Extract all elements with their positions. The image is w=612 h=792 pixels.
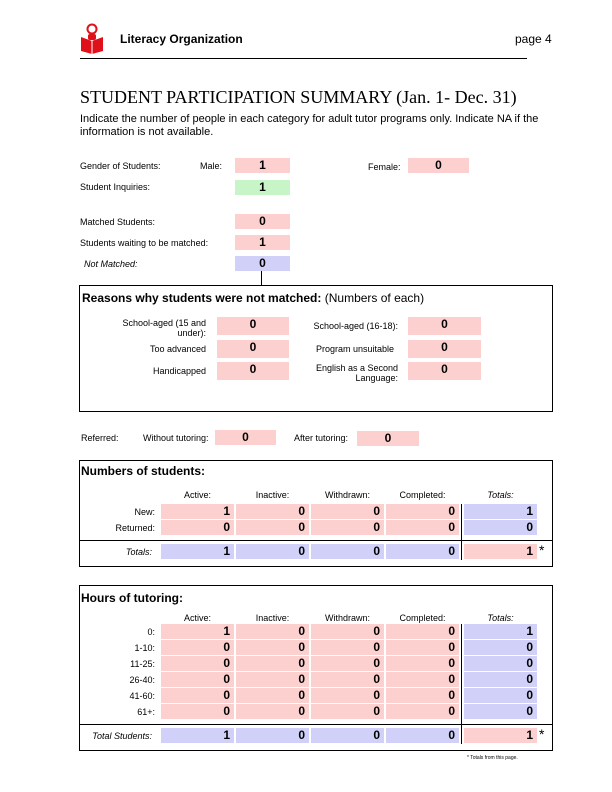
table-cell[interactable]: 1 [161, 624, 234, 639]
school-aged-15-field[interactable]: 0 [217, 317, 289, 335]
not-matched-field[interactable]: 0 [235, 256, 290, 271]
row-label: 0: [147, 627, 155, 637]
totals-label: Totals: [125, 547, 152, 557]
gender-label: Gender of Students: [80, 161, 161, 171]
female-label: Female: [368, 162, 401, 172]
table-cell[interactable]: 0 [236, 640, 309, 655]
without-tutoring-field[interactable]: 0 [215, 430, 276, 445]
totals-label: Total Students: [92, 731, 152, 741]
table-cell[interactable]: 0 [161, 640, 234, 655]
waiting-label: Students waiting to be matched: [80, 238, 209, 248]
table-cell[interactable]: 0 [311, 504, 384, 519]
inquiries-label: Student Inquiries: [80, 182, 151, 192]
school-aged-15-label: School-aged (15 and under): [122, 318, 206, 338]
org-name: Literacy Organization [120, 32, 243, 46]
school-aged-16-label: School-aged (16-18): [313, 321, 398, 331]
row-total-cell[interactable]: 0 [464, 520, 537, 535]
table-cell[interactable]: 0 [161, 520, 234, 535]
column-header: Totals: [487, 613, 514, 623]
table-cell[interactable]: 0 [236, 704, 309, 719]
column-total-cell[interactable]: 0 [386, 544, 459, 559]
row-label: 61+: [137, 707, 155, 717]
inquiries-field[interactable]: 1 [235, 180, 290, 195]
column-header: Withdrawn: [324, 613, 370, 623]
reasons-subtitle: (Numbers of each) [324, 291, 425, 305]
male-label: Male: [200, 161, 223, 171]
reading-person-logo-icon [79, 23, 105, 55]
row-total-cell[interactable]: 1 [464, 504, 537, 519]
after-tutoring-field[interactable]: 0 [357, 431, 419, 446]
connector-line [261, 271, 262, 285]
waiting-field[interactable]: 1 [235, 235, 290, 250]
handicapped-label: Handicapped [152, 366, 206, 376]
totals-column-divider [461, 504, 462, 560]
table-cell[interactable]: 0 [236, 688, 309, 703]
reasons-title-text: Reasons why students were not matched: [82, 291, 322, 305]
table-cell[interactable]: 0 [161, 688, 234, 703]
table-cell[interactable]: 0 [386, 504, 459, 519]
table-cell[interactable]: 0 [236, 624, 309, 639]
table-cell[interactable]: 0 [161, 672, 234, 687]
hours-title: Hours of tutoring: [81, 591, 183, 605]
table-cell[interactable]: 0 [311, 704, 384, 719]
logo [79, 23, 105, 55]
row-total-cell[interactable]: 1 [464, 624, 537, 639]
esl-field[interactable]: 0 [408, 362, 481, 380]
grand-total-cell[interactable]: 1 [464, 728, 537, 743]
asterisk-mark: * [539, 542, 545, 558]
row-label: New: [134, 507, 155, 517]
column-header: Withdrawn: [324, 490, 370, 500]
table-cell[interactable]: 0 [311, 656, 384, 671]
row-total-cell[interactable]: 0 [464, 688, 537, 703]
handicapped-field[interactable]: 0 [217, 362, 289, 380]
header-divider [80, 58, 527, 59]
table-cell[interactable]: 0 [311, 688, 384, 703]
table-cell[interactable]: 0 [236, 672, 309, 687]
table-cell[interactable]: 0 [161, 656, 234, 671]
footnote: * Totals from this page. [467, 755, 518, 761]
column-total-cell[interactable]: 1 [161, 544, 234, 559]
column-total-cell[interactable]: 0 [311, 728, 384, 743]
column-header: Inactive: [255, 490, 290, 500]
table-cell[interactable]: 0 [386, 672, 459, 687]
row-label: 41-60: [129, 691, 155, 701]
row-total-cell[interactable]: 0 [464, 656, 537, 671]
totals-divider [79, 540, 553, 541]
esl-label: English as a Second Language: [315, 363, 398, 383]
table-cell[interactable]: 0 [386, 688, 459, 703]
table-cell[interactable]: 0 [386, 656, 459, 671]
column-total-cell[interactable]: 0 [236, 544, 309, 559]
page-title: STUDENT PARTICIPATION SUMMARY (Jan. 1- Dec. 31) [80, 87, 517, 107]
column-header: Completed: [399, 490, 446, 500]
male-field[interactable]: 1 [235, 158, 290, 173]
not-matched-label: Not Matched: [84, 259, 138, 269]
totals-column-divider [461, 624, 462, 744]
too-advanced-field[interactable]: 0 [217, 340, 289, 358]
too-advanced-label: Too advanced [149, 344, 206, 354]
column-header: Active: [183, 613, 211, 623]
row-label: Returned: [115, 523, 155, 533]
page-number: page 4 [515, 32, 552, 46]
table-cell[interactable]: 0 [386, 704, 459, 719]
table-cell[interactable]: 0 [236, 656, 309, 671]
program-unsuitable-field[interactable]: 0 [408, 340, 481, 358]
referred-label: Referred: [81, 433, 119, 443]
table-cell[interactable]: 0 [236, 520, 309, 535]
without-tutoring-label: Without tutoring: [143, 433, 209, 443]
table-cell[interactable]: 0 [386, 640, 459, 655]
row-label: 1-10: [134, 643, 155, 653]
reasons-title [82, 291, 424, 305]
row-total-cell[interactable]: 0 [464, 672, 537, 687]
grand-total-cell[interactable]: 1 [464, 544, 537, 559]
table-cell[interactable]: 0 [311, 520, 384, 535]
table-cell[interactable]: 0 [386, 624, 459, 639]
column-header: Completed: [399, 613, 446, 623]
female-field[interactable]: 0 [408, 158, 469, 173]
column-header: Active: [183, 490, 211, 500]
table-cell[interactable]: 0 [386, 520, 459, 535]
column-total-cell[interactable]: 1 [161, 728, 234, 743]
column-header: Inactive: [255, 613, 290, 623]
column-total-cell[interactable]: 0 [236, 728, 309, 743]
table-cell[interactable]: 0 [236, 504, 309, 519]
column-header: Totals: [487, 490, 514, 500]
numbers-title: Numbers of students: [81, 464, 206, 478]
row-total-cell[interactable]: 0 [464, 640, 537, 655]
column-total-cell[interactable]: 0 [311, 544, 384, 559]
school-aged-16-field[interactable]: 0 [408, 317, 481, 335]
row-total-cell[interactable]: 0 [464, 704, 537, 719]
table-cell[interactable]: 0 [311, 624, 384, 639]
column-total-cell[interactable]: 0 [386, 728, 459, 743]
table-cell[interactable]: 0 [311, 672, 384, 687]
matched-label: Matched Students: [80, 217, 156, 227]
table-cell[interactable]: 0 [311, 640, 384, 655]
after-tutoring-label: After tutoring: [294, 433, 349, 443]
row-label: 26-40: [129, 675, 155, 685]
asterisk-mark: * [539, 726, 545, 742]
totals-divider [79, 724, 553, 725]
instructions-text: Indicate the number of people in each category for adult tutor programs only. Indicate NA if the information is not available. [80, 113, 539, 138]
matched-field[interactable]: 0 [235, 214, 290, 229]
program-unsuitable-label: Program unsuitable [315, 344, 394, 354]
row-label: 11-25: [130, 659, 155, 669]
table-cell[interactable]: 0 [161, 704, 234, 719]
table-cell[interactable]: 1 [161, 504, 234, 519]
